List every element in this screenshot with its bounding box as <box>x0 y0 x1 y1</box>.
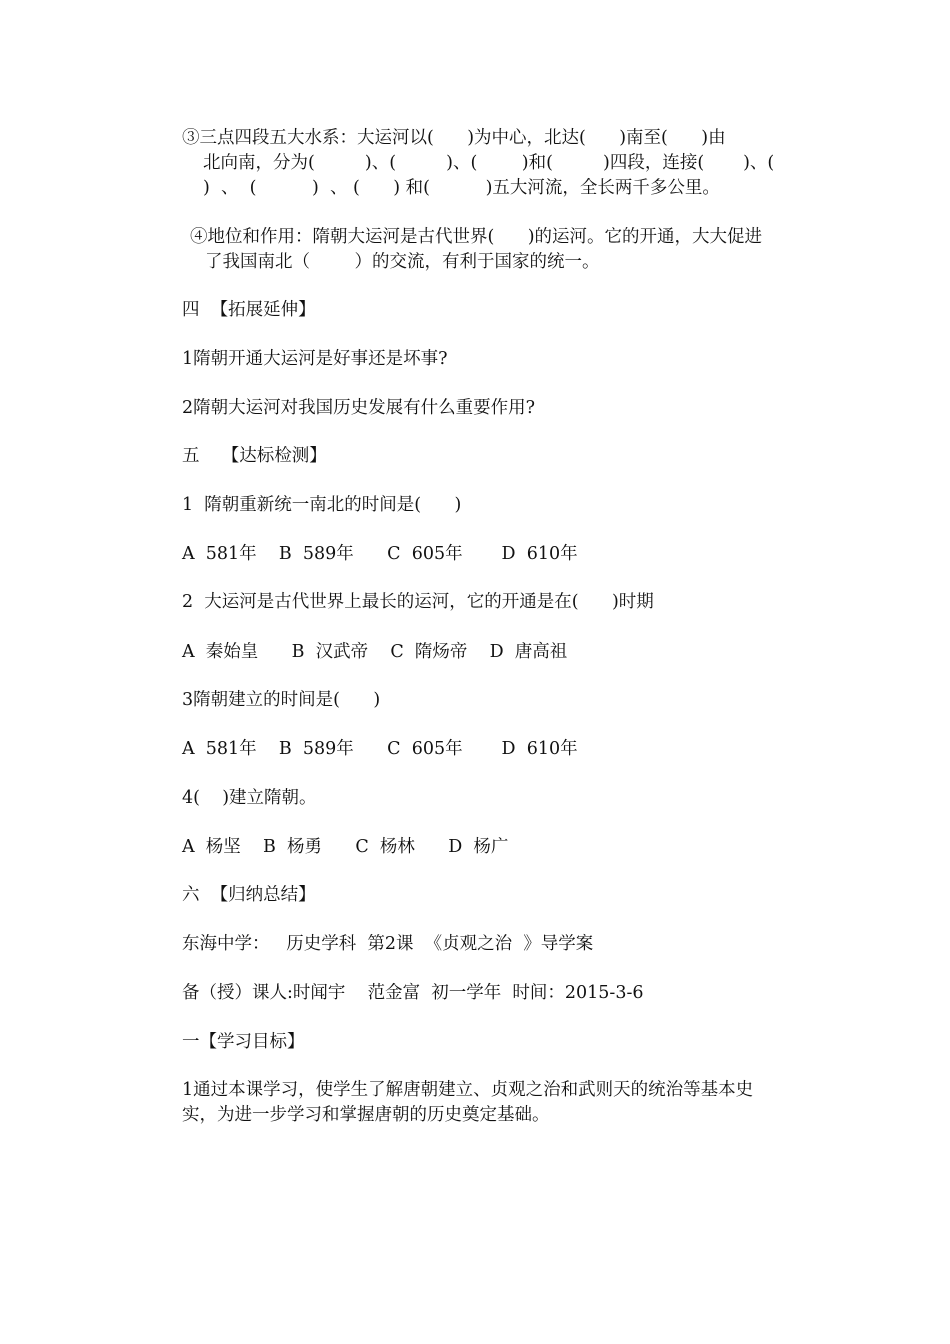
test-question-1-options: A 581年 B 589年 C 605年 D 610年 <box>182 544 578 564</box>
test-question-4: 4( )建立隋朝。 <box>182 788 317 808</box>
section4-heading: 四 【拓展延伸】 <box>182 300 316 320</box>
item4-line1: ④地位和作用：隋朝大运河是古代世界( )的运河。它的开通，大大促进 <box>190 227 763 247</box>
teacher-info-line: 备（授）课人:时闻宇 范金富 初一学年 时间：2015-3-6 <box>182 983 644 1003</box>
lesson-title-line: 东海中学： 历史学科 第2课 《贞观之治 》导学案 <box>182 934 594 954</box>
learning-goal-line2: 实，为进一步学习和掌握唐朝的历史奠定基础。 <box>182 1105 550 1125</box>
extend-question-2: 2隋朝大运河对我国历史发展有什么重要作用? <box>182 398 536 418</box>
test-question-2-options: A 秦始皇 B 汉武帝 C 隋炀帝 D 唐高祖 <box>182 642 568 662</box>
item3-line2: 北向南，分为( )、( )、( )和( )四段，连接( )、( <box>203 153 775 173</box>
learning-goals-heading: 一【学习目标】 <box>182 1032 305 1052</box>
test-question-4-options: A 杨坚 B 杨勇 C 杨林 D 杨广 <box>182 837 509 857</box>
section6-heading: 六 【归纳总结】 <box>182 885 316 905</box>
item3-line1: ③三点四段五大水系：大运河以( )为中心，北达( )南至( )由 <box>182 128 726 148</box>
item3-line3: ) 、 ( ) 、 ( ) 和( )五大河流，全长两千多公里。 <box>203 178 720 198</box>
test-question-2: 2 大运河是古代世界上最长的运河，它的开通是在( )时期 <box>182 592 654 612</box>
section5-heading: 五 【达标检测】 <box>182 446 327 466</box>
item4-line2: 了我国南北（ ）的交流，有利于国家的统一。 <box>205 252 600 272</box>
test-question-3-options: A 581年 B 589年 C 605年 D 610年 <box>182 739 578 759</box>
test-question-3: 3隋朝建立的时间是( ) <box>182 690 381 710</box>
extend-question-1: 1隋朝开通大运河是好事还是坏事? <box>182 349 448 369</box>
learning-goal-line1: 1通过本课学习，使学生了解唐朝建立、贞观之治和武则天的统治等基本史 <box>182 1080 754 1100</box>
test-question-1: 1 隋朝重新统一南北的时间是( ) <box>182 495 462 515</box>
